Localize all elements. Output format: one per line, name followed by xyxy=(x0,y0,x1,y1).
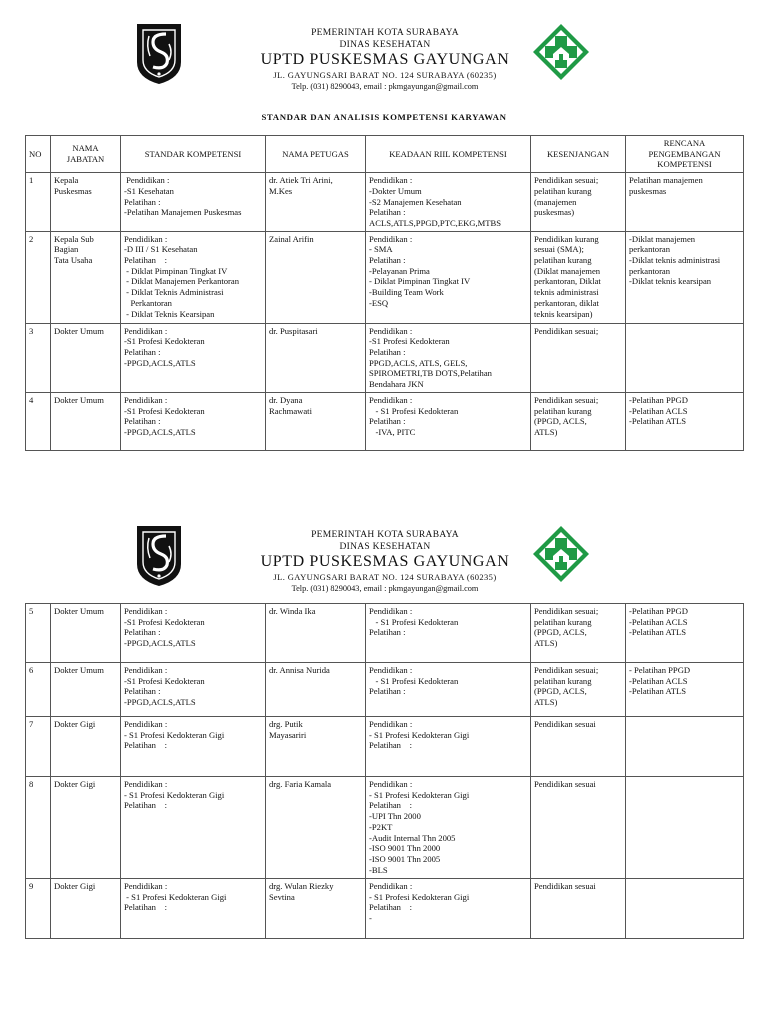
document-title: STANDAR DAN ANALISIS KOMPETENSI KARYAWAN xyxy=(261,112,507,122)
cell-no: 2 xyxy=(26,231,51,323)
col-header-rencana: RENCANA PENGEMBANGAN KOMPETENSI xyxy=(626,136,744,173)
header-line-1: PEMERINTAH KOTA SURABAYA xyxy=(311,530,459,540)
cell-jabatan: Dokter Umum xyxy=(51,663,121,717)
cell-kesenjangan: Pendidikan sesuai xyxy=(531,879,626,939)
col-header-kesenjangan: KESENJANGAN xyxy=(531,136,626,173)
cell-jabatan: Kepala Sub Bagian Tata Usaha xyxy=(51,231,121,323)
table-row xyxy=(26,717,744,777)
cell-kesenjangan: Pendidikan sesuai; pelatihan kurang (PPGD, ACLS, ATLS) xyxy=(531,663,626,717)
page-2 xyxy=(0,502,768,924)
cell-no: 9 xyxy=(26,879,51,939)
header-address: JL. GAYUNGSARI BARAT NO. 124 SURABAYA (60235) xyxy=(273,572,497,582)
cell-riil: Pendidikan : -S1 Profesi Kedokteran Pelatihan : PPGD,ACLS, ATLS, GELS, SPIROMETRI,TB DOTS,Pelatihan Bendahara JKN xyxy=(366,323,531,392)
col-header-no: NO xyxy=(26,136,51,173)
page-1 xyxy=(0,0,768,437)
surabaya-city-emblem-icon xyxy=(133,524,185,588)
surabaya-city-emblem-icon xyxy=(133,22,185,86)
cell-riil: Pendidikan : -Dokter Umum -S2 Manajemen Kesehatan Pelatihan : ACLS,ATLS,PPGD,PTC,EKG,MTBS xyxy=(366,173,531,232)
cell-jabatan: Dokter Gigi xyxy=(51,879,121,939)
cell-petugas: dr. Atiek Tri Arini, M.Kes xyxy=(266,173,366,232)
cell-standar: Pendidikan : -S1 Profesi Kedokteran Pelatihan : -PPGD,ACLS,ATLS xyxy=(121,604,266,663)
cell-no: 4 xyxy=(26,392,51,450)
cell-riil: Pendidikan : - S1 Profesi Kedokteran Gigi Pelatihan : - xyxy=(366,879,531,939)
cell-standar: Pendidikan : - S1 Profesi Kedokteran Gigi Pelatihan : xyxy=(121,717,266,777)
cell-no: 3 xyxy=(26,323,51,392)
competency-table-page-2 xyxy=(25,603,744,939)
puskesmas-logo-icon xyxy=(531,22,591,82)
cell-kesenjangan: Pendidikan sesuai; pelatihan kurang (PPGD, ACLS, ATLS) xyxy=(531,392,626,450)
competency-table-page-1 xyxy=(25,135,744,451)
cell-standar: Pendidikan : - S1 Profesi Kedokteran Gigi Pelatihan : xyxy=(121,777,266,879)
table-row xyxy=(26,173,744,232)
cell-riil: Pendidikan : - S1 Profesi Kedokteran Gigi Pelatihan : -UPI Thn 2000 -P2KT -Audit Internal Thn 2005 -ISO 9001 Thn 2000 -ISO 9001 Thn 2005 -BLS xyxy=(366,777,531,879)
cell-petugas: drg. Faria Kamala xyxy=(266,777,366,879)
cell-riil: Pendidikan : - SMA Pelatihan : -Pelayanan Prima - Diklat Pimpinan Tingkat IV -Building Team Work -ESQ xyxy=(366,231,531,323)
cell-petugas: dr. Annisa Nurida xyxy=(266,663,366,717)
cell-rencana: -Diklat manajemen perkantoran -Diklat teknis administrasi perkantoran -Diklat teknis kearsipan xyxy=(626,231,744,323)
table-row xyxy=(26,323,744,392)
cell-kesenjangan: Pendidikan sesuai; xyxy=(531,323,626,392)
table-row xyxy=(26,392,744,450)
header-line-1: PEMERINTAH KOTA SURABAYA xyxy=(311,28,459,38)
cell-rencana xyxy=(626,717,744,777)
cell-rencana xyxy=(626,777,744,879)
header-line-2: DINAS KESEHATAN xyxy=(339,40,431,50)
cell-petugas: dr. Dyana Rachmawati xyxy=(266,392,366,450)
cell-jabatan: Dokter Umum xyxy=(51,323,121,392)
header-title: UPTD PUSKESMAS GAYUNGAN xyxy=(260,553,510,570)
table-row xyxy=(26,663,744,717)
cell-petugas: drg. Wulan Riezky Sevtina xyxy=(266,879,366,939)
cell-kesenjangan: Pendidikan sesuai xyxy=(531,777,626,879)
puskesmas-logo-icon xyxy=(531,524,591,584)
table-row xyxy=(26,777,744,879)
cell-rencana: - Pelatihan PPGD -Pelatihan ACLS -Pelatihan ATLS xyxy=(626,663,744,717)
header-address: JL. GAYUNGSARI BARAT NO. 124 SURABAYA (60235) xyxy=(273,70,497,80)
cell-jabatan: Kepala Puskesmas xyxy=(51,173,121,232)
cell-standar: Pendidikan : -D III / S1 Kesehatan Pelatihan : - Diklat Pimpinan Tingkat IV - Diklat Manajemen Perkantoran - Diklat Teknis Administrasi Perkantoran - Diklat Teknis Kearsipan xyxy=(121,231,266,323)
cell-standar: Pendidikan : - S1 Profesi Kedokteran Gigi Pelatihan : xyxy=(121,879,266,939)
cell-jabatan: Dokter Gigi xyxy=(51,777,121,879)
cell-rencana: Pelatihan manajemen puskesmas xyxy=(626,173,744,232)
cell-riil: Pendidikan : - S1 Profesi Kedokteran Pelatihan : xyxy=(366,604,531,663)
cell-kesenjangan: Pendidikan sesuai xyxy=(531,717,626,777)
cell-jabatan: Dokter Umum xyxy=(51,392,121,450)
cell-no: 7 xyxy=(26,717,51,777)
table-row xyxy=(26,231,744,323)
letterhead xyxy=(0,502,768,602)
header-contact: Telp. (031) 8290043, email : pkmgayungan@gmail.com xyxy=(291,584,479,593)
header-title: UPTD PUSKESMAS GAYUNGAN xyxy=(260,51,510,68)
col-header-riil: KEADAAN RIIL KOMPETENSI xyxy=(366,136,531,173)
col-header-jabatan: NAMA JABATAN xyxy=(51,136,121,173)
cell-petugas: drg. Putik Mayasariri xyxy=(266,717,366,777)
cell-riil: Pendidikan : - S1 Profesi Kedokteran Pelatihan : xyxy=(366,663,531,717)
cell-rencana xyxy=(626,879,744,939)
cell-no: 5 xyxy=(26,604,51,663)
cell-jabatan: Dokter Umum xyxy=(51,604,121,663)
cell-no: 1 xyxy=(26,173,51,232)
table-header-row xyxy=(26,136,744,173)
header-line-2: DINAS KESEHATAN xyxy=(339,542,431,552)
cell-no: 8 xyxy=(26,777,51,879)
cell-petugas: dr. Winda Ika xyxy=(266,604,366,663)
cell-riil: Pendidikan : - S1 Profesi Kedokteran Pelatihan : -IVA, PITC xyxy=(366,392,531,450)
table-row xyxy=(26,879,744,939)
cell-no: 6 xyxy=(26,663,51,717)
col-header-standar: STANDAR KOMPETENSI xyxy=(121,136,266,173)
letterhead xyxy=(0,0,768,100)
cell-petugas: dr. Puspitasari xyxy=(266,323,366,392)
cell-standar: Pendidikan : -S1 Profesi Kedokteran Pelatihan : -PPGD,ACLS,ATLS xyxy=(121,323,266,392)
cell-rencana: -Pelatihan PPGD -Pelatihan ACLS -Pelatihan ATLS xyxy=(626,392,744,450)
cell-standar: Pendidikan : -S1 Kesehatan Pelatihan : -Pelatihan Manajemen Puskesmas xyxy=(121,173,266,232)
cell-kesenjangan: Pendidikan sesuai; pelatihan kurang (PPGD, ACLS, ATLS) xyxy=(531,604,626,663)
cell-petugas: Zainal Arifin xyxy=(266,231,366,323)
cell-standar: Pendidikan : -S1 Profesi Kedokteran Pelatihan : -PPGD,ACLS,ATLS xyxy=(121,392,266,450)
cell-standar: Pendidikan : -S1 Profesi Kedokteran Pelatihan : -PPGD,ACLS,ATLS xyxy=(121,663,266,717)
table-row xyxy=(26,604,744,663)
header-contact: Telp. (031) 8290043, email : pkmgayungan@gmail.com xyxy=(291,82,479,91)
cell-kesenjangan: Pendidikan sesuai; pelatihan kurang (manajemen puskesmas) xyxy=(531,173,626,232)
cell-kesenjangan: Pendidikan kurang sesuai (SMA); pelatihan kurang (Diklat manajemen perkantoran, Diklat teknis administrasi perkantoran, diklat teknis kearsipan) xyxy=(531,231,626,323)
cell-riil: Pendidikan : - S1 Profesi Kedokteran Gigi Pelatihan : xyxy=(366,717,531,777)
cell-rencana xyxy=(626,323,744,392)
col-header-petugas: NAMA PETUGAS xyxy=(266,136,366,173)
cell-rencana: -Pelatihan PPGD -Pelatihan ACLS -Pelatihan ATLS xyxy=(626,604,744,663)
cell-jabatan: Dokter Gigi xyxy=(51,717,121,777)
